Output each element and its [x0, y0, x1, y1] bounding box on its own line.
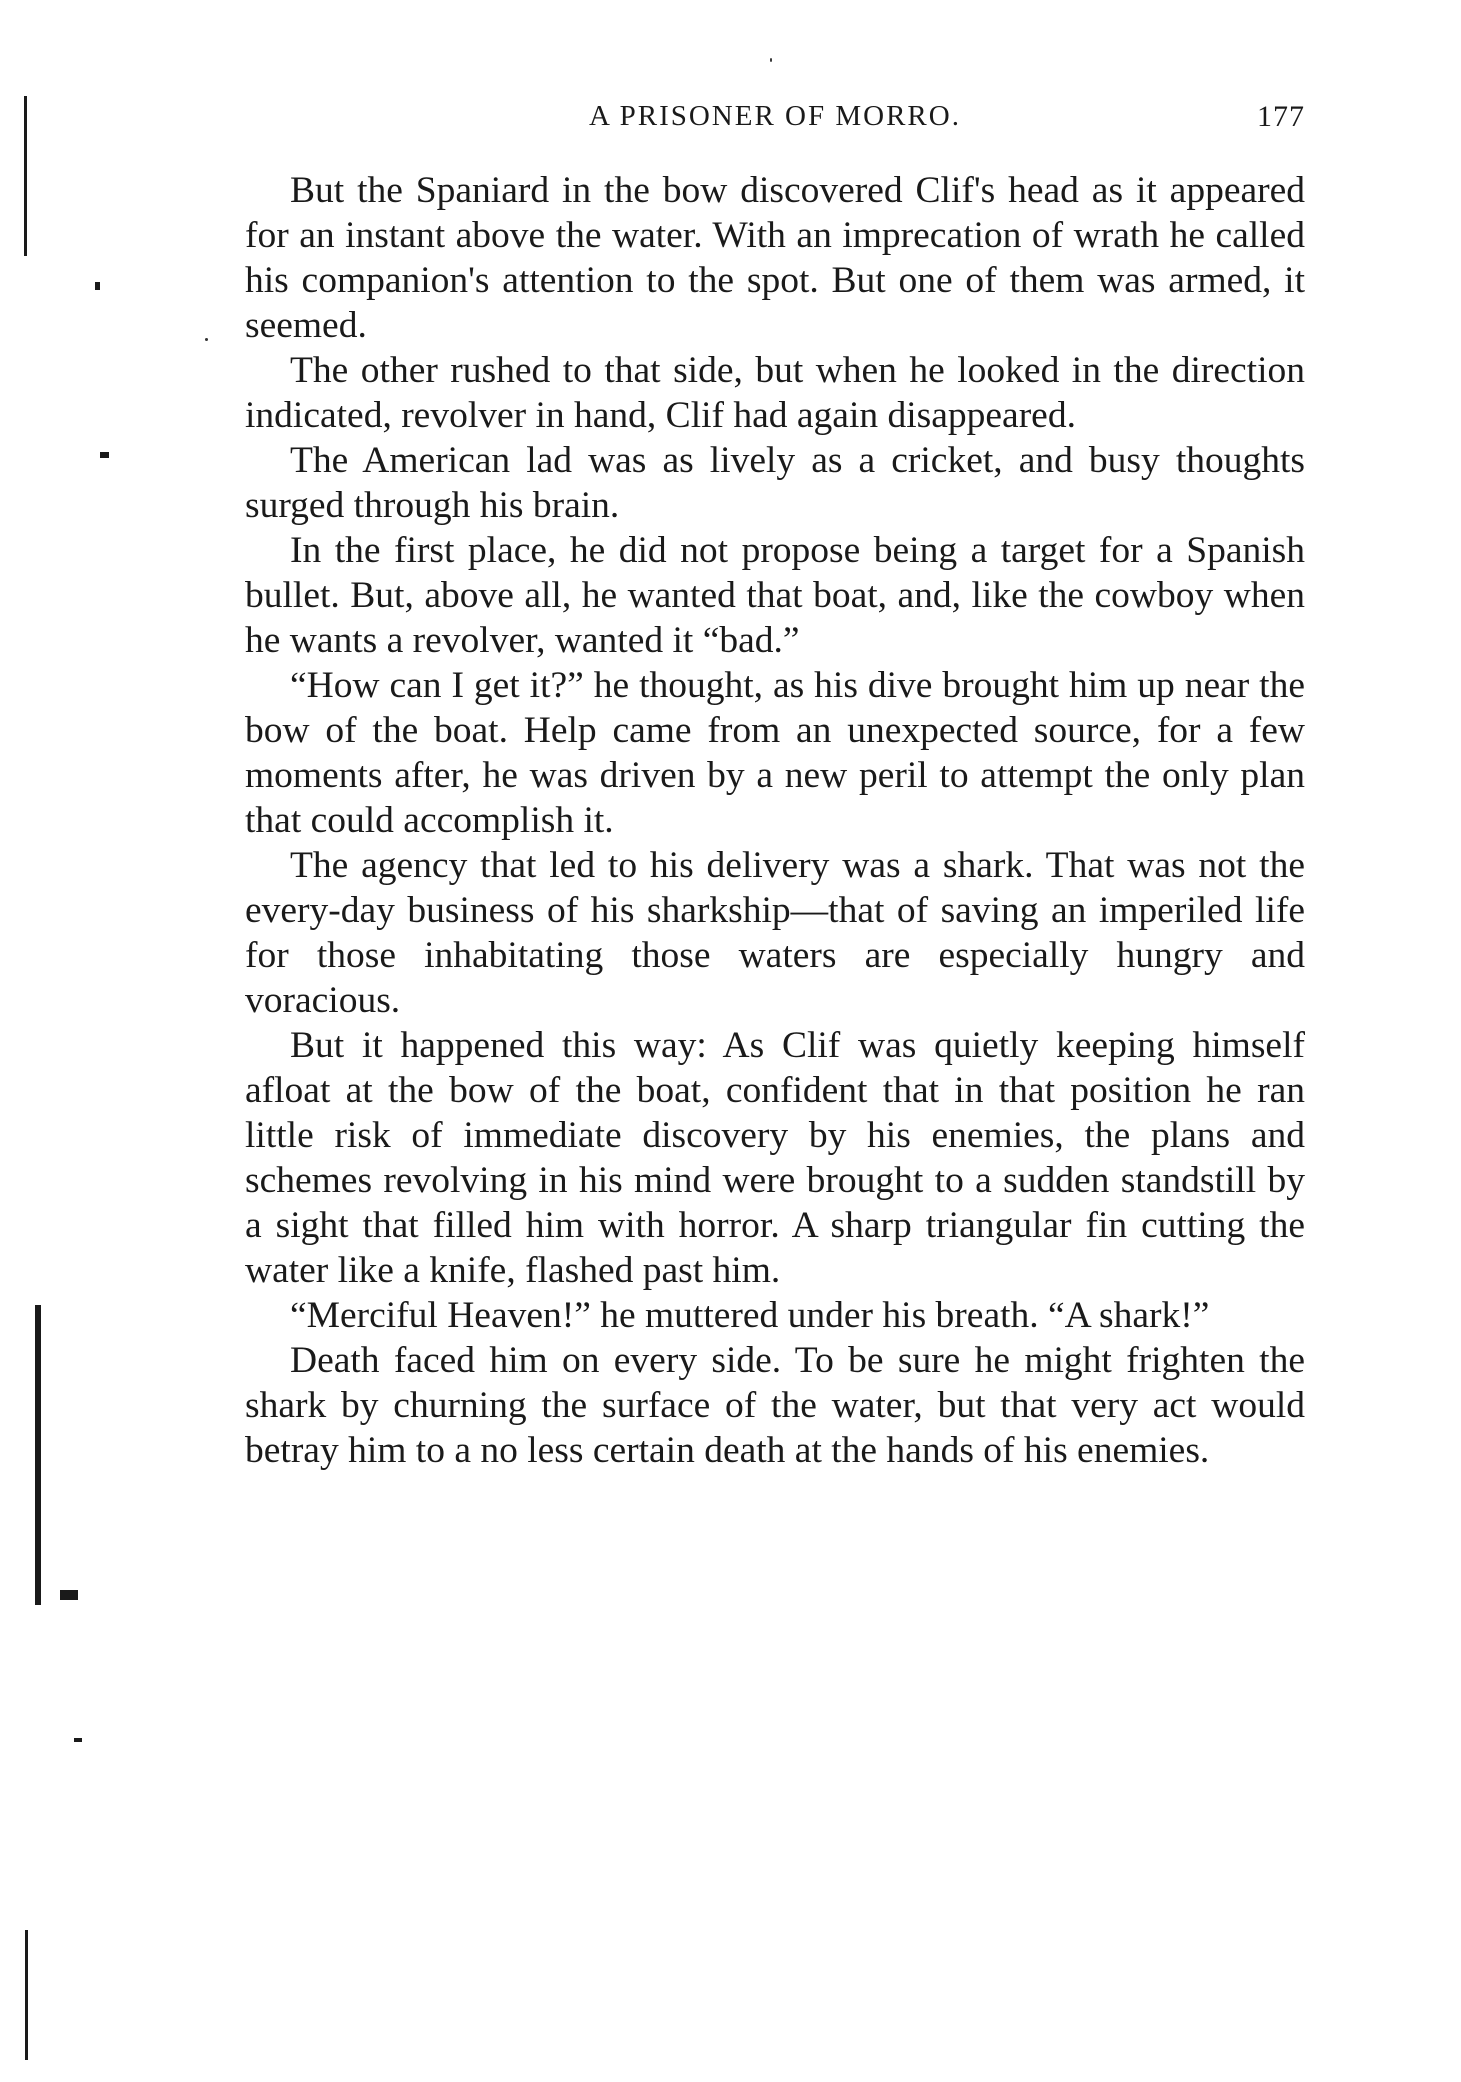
paragraph: But the Spaniard in the bow discovered Clif's head as it appeared for an instant above the water. With an imprecation of wrath he called his companion's attention to the spot. But one of them was armed, it seemed.	[245, 170, 1305, 346]
running-head: A PRISONER OF MORRO.	[589, 100, 961, 132]
scan-edge-mark	[25, 1930, 28, 2060]
page-header	[245, 100, 1305, 144]
scan-speck	[770, 58, 772, 62]
paragraph: “Merciful Heaven!” he muttered under his breath. “A shark!”	[290, 1295, 1210, 1336]
paragraph: The agency that led to his delivery was a shark. That was not the every-day business of his sharkship—that of saving an imperiled life for those inhabitating those waters are especially hungry and voracious.	[245, 845, 1305, 1021]
scan-edge-mark	[24, 96, 27, 256]
paragraph: “How can I get it?” he thought, as his dive brought him up near the bow of the boat. Help came from an unexpected source, for a few moments after, he was driven by a new peril to attempt the only plan that could accomplish it.	[245, 665, 1305, 841]
paragraph: The other rushed to that side, but when he looked in the direction indicated, revolver in hand, Clif had again disappeared.	[245, 350, 1305, 436]
page-number: 177	[1257, 100, 1305, 133]
scan-edge-mark	[35, 1305, 41, 1605]
scan-edge-mark	[60, 1590, 78, 1600]
scan-edge-mark	[100, 452, 109, 458]
paragraph: But it happened this way: As Clif was quietly keeping himself afloat at the bow of the boat, confident that in that position he ran little risk of immediate discovery by his enemies, the plans and schemes revolving in his mind were brought to a sudden standstill by a sight that filled him with horror. A sharp triangular fin cutting the water like a knife, flashed past him.	[245, 1025, 1305, 1291]
scan-edge-mark	[95, 282, 100, 290]
paragraph: The American lad was as lively as a cricket, and busy thoughts surged through his brain.	[245, 440, 1305, 526]
scan-edge-mark	[74, 1738, 82, 1742]
paragraph: Death faced him on every side. To be sure he might frighten the shark by churning the surface of the water, but that very act would betray him to a no less certain death at the hands of his enemies.	[245, 1340, 1305, 1471]
paragraph: In the first place, he did not propose being a target for a Spanish bullet. But, above all, he wanted that boat, and, like the cowboy when he wants a revolver, wanted it “bad.”	[245, 530, 1305, 661]
body-text	[245, 168, 1305, 1473]
scan-speck	[205, 338, 208, 341]
